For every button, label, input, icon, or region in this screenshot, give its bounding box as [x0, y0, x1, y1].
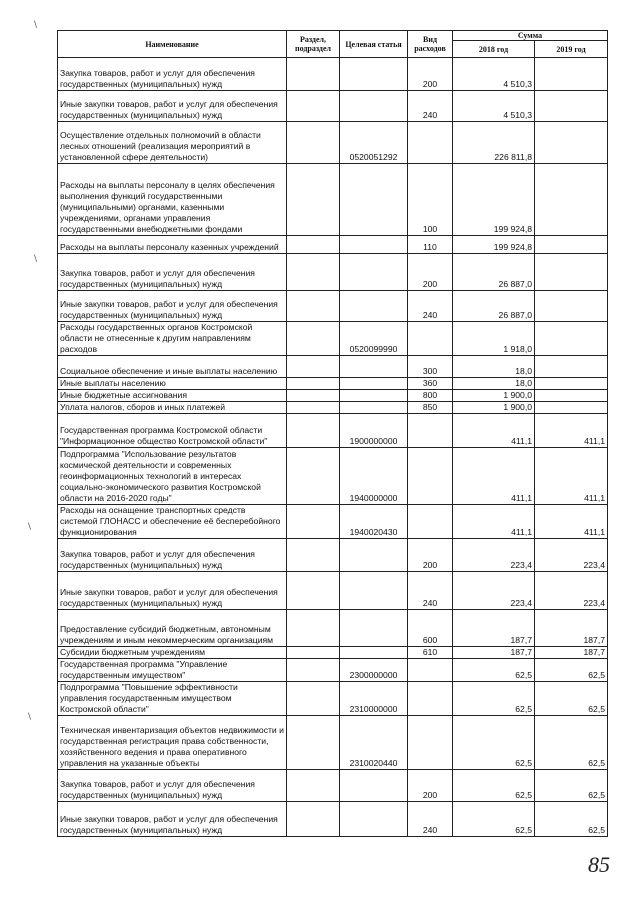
- cell-2019: 223,4: [535, 572, 608, 610]
- cell-2018: 199 924,8: [453, 236, 535, 254]
- cell-name: Закупка товаров, работ и услуг для обеспечения государственных (муниципальных) нужд: [58, 254, 287, 291]
- cell-name: Иные закупки товаров, работ и услуг для обеспечения государственных (муниципальных) нужд: [58, 291, 287, 322]
- cell-2018: 18,0: [453, 378, 535, 390]
- cell-name: Закупка товаров, работ и услуг для обеспечения государственных (муниципальных) нужд: [58, 539, 287, 572]
- cell-type: 800: [408, 390, 453, 402]
- cell-target: [340, 291, 408, 322]
- cell-2019: 223,4: [535, 539, 608, 572]
- table-row: [58, 236, 608, 254]
- cell-2019: [535, 402, 608, 414]
- table-row: [58, 322, 608, 356]
- cell-name: Иные закупки товаров, работ и услуг для обеспечения государственных (муниципальных) нужд: [58, 802, 287, 837]
- cell-2018: 1 900,0: [453, 390, 535, 402]
- cell-2019: [535, 254, 608, 291]
- cell-name: Уплата налогов, сборов и иных платежей: [58, 402, 287, 414]
- table-row: [58, 414, 608, 448]
- cell-type: 100: [408, 164, 453, 236]
- table-row: [58, 122, 608, 164]
- cell-type: 610: [408, 647, 453, 659]
- cell-section: [287, 505, 340, 539]
- table-row: [58, 378, 608, 390]
- cell-2018: 62,5: [453, 770, 535, 802]
- cell-2018: 18,0: [453, 356, 535, 378]
- cell-2019: 411,1: [535, 414, 608, 448]
- cell-type: [408, 322, 453, 356]
- table-row: [58, 448, 608, 505]
- cell-section: [287, 802, 340, 837]
- cell-target: [340, 647, 408, 659]
- cell-type: [408, 414, 453, 448]
- cell-type: 240: [408, 572, 453, 610]
- cell-2019: 411,1: [535, 505, 608, 539]
- cell-target: [340, 378, 408, 390]
- table-row: [58, 716, 608, 770]
- cell-section: [287, 716, 340, 770]
- cell-section: [287, 164, 340, 236]
- cell-2019: [535, 236, 608, 254]
- cell-2018: 223,4: [453, 572, 535, 610]
- cell-name: Социальное обеспечение и иные выплаты населению: [58, 356, 287, 378]
- cell-section: [287, 770, 340, 802]
- cell-target: [340, 58, 408, 91]
- cell-name: Подпрограмма "Использование результатов космической деятельности и современных геоинформационных технологий в интересах социально-экономического развития Костромской области на 2016-2020 годы": [58, 448, 287, 505]
- cell-type: 850: [408, 402, 453, 414]
- cell-2019: 187,7: [535, 610, 608, 647]
- table-row: [58, 659, 608, 682]
- header-name: Наименование: [58, 31, 287, 58]
- table-row: [58, 610, 608, 647]
- cell-2018: 1 900,0: [453, 402, 535, 414]
- cell-section: [287, 58, 340, 91]
- cell-target: 2300000000: [340, 659, 408, 682]
- header-target: Целевая статья: [340, 31, 408, 58]
- table-row: [58, 572, 608, 610]
- cell-target: [340, 539, 408, 572]
- header-year-2019: 2019 год: [535, 41, 608, 58]
- table-row: [58, 647, 608, 659]
- cell-section: [287, 236, 340, 254]
- cell-2018: 187,7: [453, 610, 535, 647]
- cell-target: [340, 770, 408, 802]
- cell-type: 600: [408, 610, 453, 647]
- cell-2018: 411,1: [453, 414, 535, 448]
- cell-2018: 411,1: [453, 505, 535, 539]
- cell-name: Расходы на оснащение транспортных средств системой ГЛОНАСС и обеспечение её бесперебойного функционирования: [58, 505, 287, 539]
- cell-2019: 187,7: [535, 647, 608, 659]
- cell-type: 240: [408, 802, 453, 837]
- cell-section: [287, 390, 340, 402]
- cell-type: 240: [408, 91, 453, 122]
- table-row: [58, 390, 608, 402]
- table-row: [58, 682, 608, 716]
- table-row: [58, 802, 608, 837]
- cell-section: [287, 91, 340, 122]
- header-sum: Сумма: [453, 31, 608, 41]
- cell-2019: 62,5: [535, 716, 608, 770]
- cell-section: [287, 122, 340, 164]
- cell-type: [408, 122, 453, 164]
- cell-target: [340, 254, 408, 291]
- cell-type: 200: [408, 770, 453, 802]
- cell-name: Государственная программа "Управление государственным имуществом": [58, 659, 287, 682]
- cell-type: [408, 448, 453, 505]
- cell-section: [287, 448, 340, 505]
- cell-2018: 62,5: [453, 802, 535, 837]
- cell-target: [340, 236, 408, 254]
- cell-2018: 1 918,0: [453, 322, 535, 356]
- cell-2018: 223,4: [453, 539, 535, 572]
- cell-section: [287, 539, 340, 572]
- cell-target: [340, 610, 408, 647]
- cell-name: Иные закупки товаров, работ и услуг для обеспечения государственных (муниципальных) нужд: [58, 572, 287, 610]
- cell-type: 200: [408, 254, 453, 291]
- cell-section: [287, 682, 340, 716]
- table-row: [58, 291, 608, 322]
- cell-target: [340, 402, 408, 414]
- cell-name: Расходы на выплаты персоналу казенных учреждений: [58, 236, 287, 254]
- cell-type: 240: [408, 291, 453, 322]
- cell-name: Закупка товаров, работ и услуг для обеспечения государственных (муниципальных) нужд: [58, 58, 287, 91]
- cell-target: 1940020430: [340, 505, 408, 539]
- cell-target: 1900000000: [340, 414, 408, 448]
- cell-name: Осуществление отдельных полномочий в области лесных отношений (реализация мероприятий в установленной сфере деятельности): [58, 122, 287, 164]
- cell-type: [408, 716, 453, 770]
- cell-section: [287, 659, 340, 682]
- cell-section: [287, 402, 340, 414]
- cell-type: [408, 505, 453, 539]
- scan-mark: \: [34, 254, 38, 264]
- cell-2018: 62,5: [453, 716, 535, 770]
- table-row: [58, 505, 608, 539]
- cell-2019: [535, 58, 608, 91]
- cell-section: [287, 378, 340, 390]
- cell-2019: [535, 91, 608, 122]
- cell-type: [408, 682, 453, 716]
- table-row: [58, 254, 608, 291]
- cell-section: [287, 322, 340, 356]
- cell-2019: 62,5: [535, 682, 608, 716]
- header-section: Раздел, подраздел: [287, 31, 340, 58]
- cell-type: 300: [408, 356, 453, 378]
- cell-type: [408, 659, 453, 682]
- budget-table: [57, 30, 608, 837]
- cell-2018: 4 510,3: [453, 58, 535, 91]
- cell-name: Расходы на выплаты персоналу в целях обеспечения выполнения функций государственными (муниципальными) органами, казенными учреждениями, органами управления государственными внебюджетными фондами: [58, 164, 287, 236]
- cell-section: [287, 572, 340, 610]
- scan-mark: \: [28, 522, 32, 532]
- cell-2018: 4 510,3: [453, 91, 535, 122]
- cell-target: 1940000000: [340, 448, 408, 505]
- cell-2019: [535, 356, 608, 378]
- cell-2019: [535, 390, 608, 402]
- table-row: [58, 58, 608, 91]
- cell-2019: [535, 164, 608, 236]
- cell-name: Предоставление субсидий бюджетным, автономным учреждениям и иным некоммерческим организациям: [58, 610, 287, 647]
- page-number: 85: [588, 852, 610, 877]
- cell-target: [340, 572, 408, 610]
- cell-2019: 62,5: [535, 770, 608, 802]
- cell-section: [287, 291, 340, 322]
- table-row: [58, 164, 608, 236]
- cell-type: 200: [408, 539, 453, 572]
- cell-2019: [535, 378, 608, 390]
- cell-2018: 226 811,8: [453, 122, 535, 164]
- cell-name: Иные закупки товаров, работ и услуг для обеспечения государственных (муниципальных) нужд: [58, 91, 287, 122]
- cell-name: Государственная программа Костромской области "Информационное общество Костромской области": [58, 414, 287, 448]
- cell-target: [340, 164, 408, 236]
- cell-section: [287, 414, 340, 448]
- cell-name: Техническая инвентаризация объектов недвижимости и государственная регистрация права собственности, хозяйственного ведения и права оперативного управления на указанные объекты: [58, 716, 287, 770]
- scan-mark: \: [28, 712, 32, 722]
- cell-section: [287, 610, 340, 647]
- scan-mark: \: [34, 20, 38, 30]
- cell-section: [287, 356, 340, 378]
- header-year-2018: 2018 год: [453, 41, 535, 58]
- cell-2018: 187,7: [453, 647, 535, 659]
- cell-2018: 26 887,0: [453, 254, 535, 291]
- table-row: [58, 356, 608, 378]
- cell-2019: 411,1: [535, 448, 608, 505]
- cell-target: [340, 356, 408, 378]
- cell-2018: 411,1: [453, 448, 535, 505]
- cell-name: Субсидии бюджетным учреждениям: [58, 647, 287, 659]
- cell-2018: 62,5: [453, 682, 535, 716]
- cell-target: 2310020440: [340, 716, 408, 770]
- cell-target: [340, 390, 408, 402]
- cell-2018: 199 924,8: [453, 164, 535, 236]
- cell-name: Подпрограмма "Повышение эффективности управления государственным имуществом Костромской области": [58, 682, 287, 716]
- table-row: [58, 402, 608, 414]
- table-row: [58, 770, 608, 802]
- cell-name: Закупка товаров, работ и услуг для обеспечения государственных (муниципальных) нужд: [58, 770, 287, 802]
- cell-2019: [535, 122, 608, 164]
- cell-target: 0520099990: [340, 322, 408, 356]
- cell-2019: [535, 291, 608, 322]
- table-body: [58, 58, 608, 837]
- cell-target: [340, 91, 408, 122]
- cell-2018: 26 887,0: [453, 291, 535, 322]
- cell-section: [287, 254, 340, 291]
- table-row: [58, 539, 608, 572]
- cell-name: Иные бюджетные ассигнования: [58, 390, 287, 402]
- cell-target: 0520051292: [340, 122, 408, 164]
- cell-name: Расходы государственных органов Костромской области не отнесенные к другим направлениям расходов: [58, 322, 287, 356]
- cell-2019: 62,5: [535, 659, 608, 682]
- cell-target: 2310000000: [340, 682, 408, 716]
- cell-2018: 62,5: [453, 659, 535, 682]
- table-row: [58, 91, 608, 122]
- cell-type: 200: [408, 58, 453, 91]
- cell-target: [340, 802, 408, 837]
- cell-type: 110: [408, 236, 453, 254]
- cell-type: 360: [408, 378, 453, 390]
- header-type: Вид расходов: [408, 31, 453, 58]
- cell-section: [287, 647, 340, 659]
- cell-name: Иные выплаты населению: [58, 378, 287, 390]
- cell-2019: [535, 322, 608, 356]
- cell-2019: 62,5: [535, 802, 608, 837]
